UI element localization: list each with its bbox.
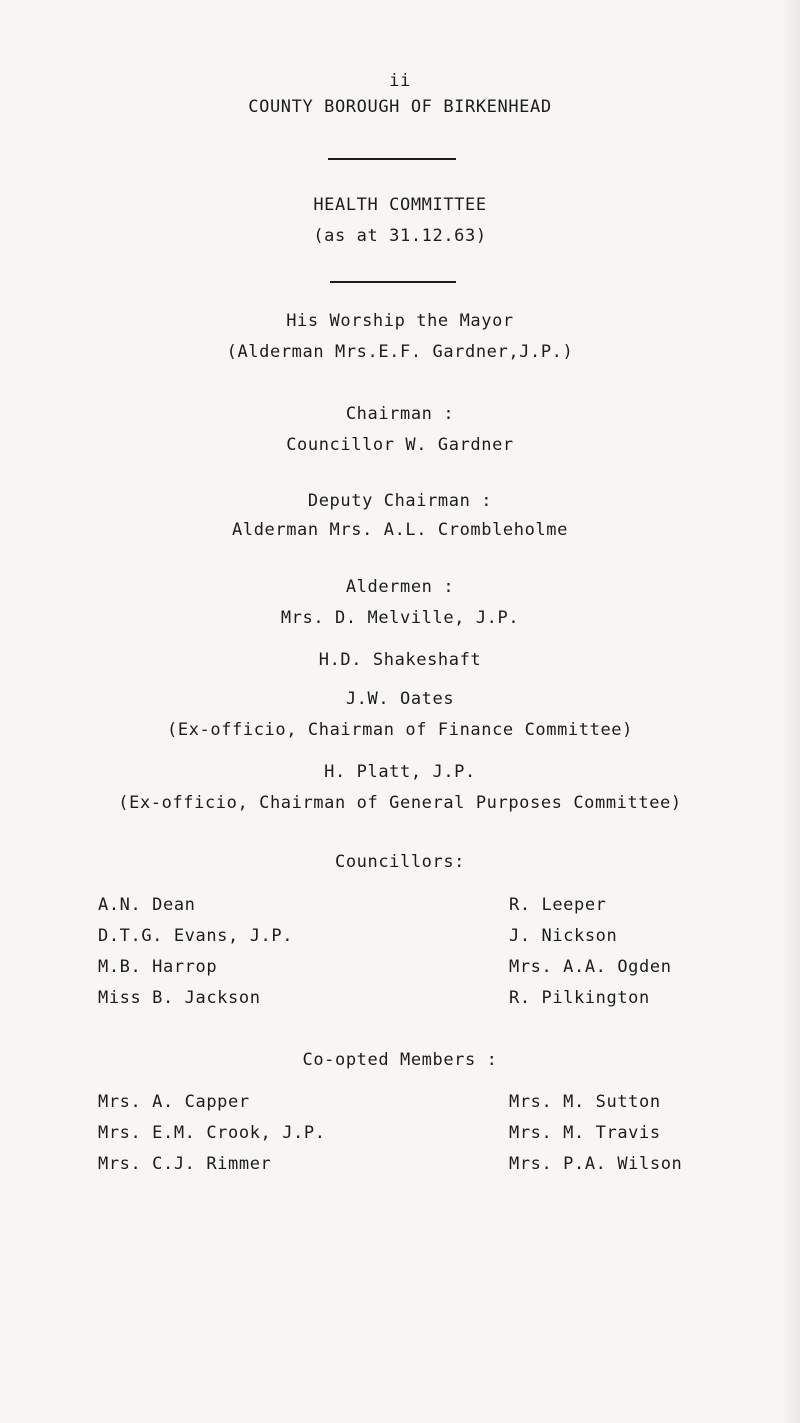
mayor-name: (Alderman Mrs.E.F. Gardner,J.P.)	[226, 342, 574, 362]
document-title: COUNTY BOROUGH OF BIRKENHEAD	[248, 97, 552, 117]
co-opted-entry: Mrs. P.A. Wilson	[509, 1154, 683, 1174]
alderman-entry: J.W. Oates	[345, 689, 455, 709]
alderman-note: (Ex-officio, Chairman of General Purposes Committee)	[118, 793, 682, 813]
councillor-entry: R. Leeper	[509, 895, 607, 915]
committee-name: HEALTH COMMITTEE	[313, 195, 487, 215]
divider-top	[328, 158, 456, 160]
councillor-entry: A.N. Dean	[98, 895, 196, 915]
co-opted-entry: Mrs. E.M. Crook, J.P.	[98, 1123, 326, 1143]
councillor-entry: Miss B. Jackson	[98, 988, 261, 1008]
councillor-entry: J. Nickson	[509, 926, 618, 946]
co-opted-entry: Mrs. A. Capper	[98, 1092, 250, 1112]
mayor-title: His Worship the Mayor	[286, 311, 514, 331]
alderman-note: (Ex-officio, Chairman of Finance Committee)	[167, 720, 633, 740]
alderman-entry: Mrs. D. Melville, J.P.	[280, 608, 520, 628]
page-edge-shadow	[782, 0, 800, 1423]
page-number: ii	[389, 71, 411, 91]
councillor-entry: Mrs. A.A. Ogden	[509, 957, 672, 977]
aldermen-label: Aldermen :	[345, 577, 455, 597]
divider-bottom	[330, 281, 456, 283]
alderman-entry: H.D. Shakeshaft	[318, 650, 482, 670]
committee-date: (as at 31.12.63)	[313, 226, 487, 246]
co-opted-label: Co-opted Members :	[302, 1050, 498, 1070]
councillors-label: Councillors:	[334, 852, 466, 872]
deputy-chairman-name: Alderman Mrs. A.L. Crombleholme	[232, 520, 568, 540]
councillor-entry: M.B. Harrop	[98, 957, 218, 977]
alderman-entry: H. Platt, J.P.	[324, 762, 476, 782]
chairman-label: Chairman :	[345, 404, 455, 424]
chairman-name: Councillor W. Gardner	[286, 435, 514, 455]
deputy-chairman-label: Deputy Chairman :	[307, 491, 493, 511]
co-opted-entry: Mrs. M. Travis	[509, 1123, 661, 1143]
councillor-entry: R. Pilkington	[509, 988, 650, 1008]
councillor-entry: D.T.G. Evans, J.P.	[98, 926, 294, 946]
co-opted-entry: Mrs. C.J. Rimmer	[98, 1154, 272, 1174]
co-opted-entry: Mrs. M. Sutton	[509, 1092, 661, 1112]
